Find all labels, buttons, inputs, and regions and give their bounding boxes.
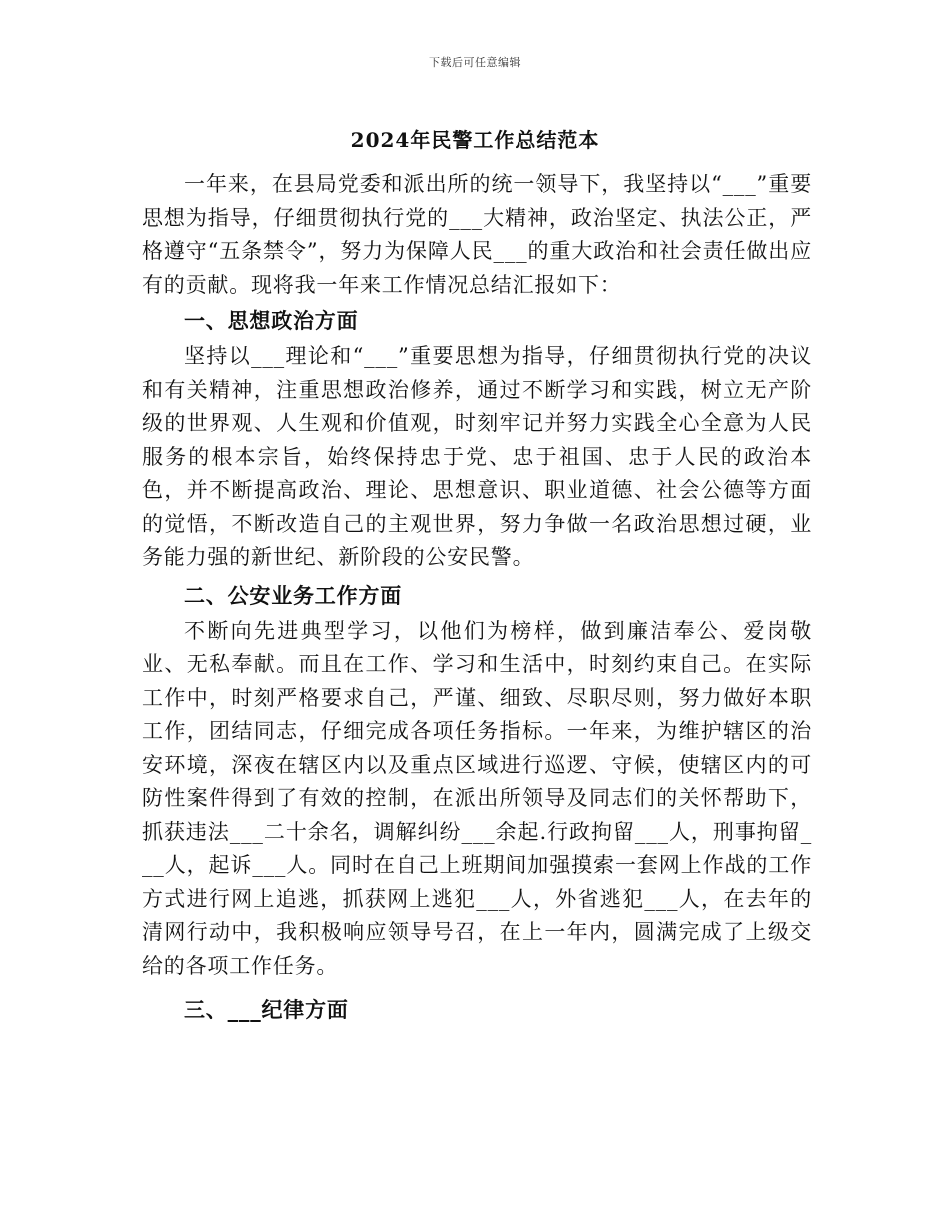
header-note: 下载后可任意编辑 <box>429 56 521 69</box>
section-heading-ideology: 一、思想政治方面 <box>184 308 359 333</box>
document-body <box>142 168 812 1029</box>
section-heading-discipline: 三、___纪律方面 <box>184 997 349 1022</box>
section-body-police-work: 不断向先进典型学习，以他们为榜样，做到廉洁奉公、爱岗敬业、无私奉献。而且在工作、学习和生活中，时刻约束自己。在实际工作中，时刻严格要求自己，严谨、细致、尽职尽则，努力做好本职工作，团结同志，仔细完成各项任务指标。一年来，为维护辖区的治安环境，深夜在辖区内以及重点区域进行巡逻、守候，使辖区内的可防性案件得到了有效的控制，在派出所领导及同志们的关怀帮助下，抓获违法___二十余名，调解纠纷___余起.行政拘留___人，刑事拘留___人，起诉___人。同时在自己上班期间加强摸索一套网上作战的工作方式进行网上追逃，抓获网上逃犯___人，外省逃犯___人，在去年的清网行动中，我积极响应领导号召，在上一年内，圆满完成了上级交给的各项工作任务。 <box>142 618 812 978</box>
intro-paragraph: 一年来，在县局党委和派出所的统一领导下，我坚持以“___”重要思想为指导，仔细贯彻执行党的___大精神，政治坚定、执法公正，严格遵守“五条禁令”，努力为保障人民___的重大政治和社会责任做出应有的贡献。现将我一年来工作情况总结汇报如下： <box>142 172 812 297</box>
section-body-ideology: 坚持以___理论和“___”重要思想为指导，仔细贯彻执行党的决议和有关精神，注重思想政治修养，通过不断学习和实践，树立无产阶级的世界观、人生观和价值观，时刻牢记并努力实践全心全意为人民服务的根本宗旨，始终保持忠于党、忠于祖国、忠于人民的政治本色，并不断提高政治、理论、思想意识、职业道德、社会公德等方面的觉悟，不断改造自己的主观世界，努力争做一名政治思想过硬，业务能力强的新世纪、新阶段的公安民警。 <box>142 344 812 569</box>
document-title: 2024年民警工作总结范本 <box>350 128 600 152</box>
section-heading-police-work: 二、公安业务工作方面 <box>184 582 402 608</box>
